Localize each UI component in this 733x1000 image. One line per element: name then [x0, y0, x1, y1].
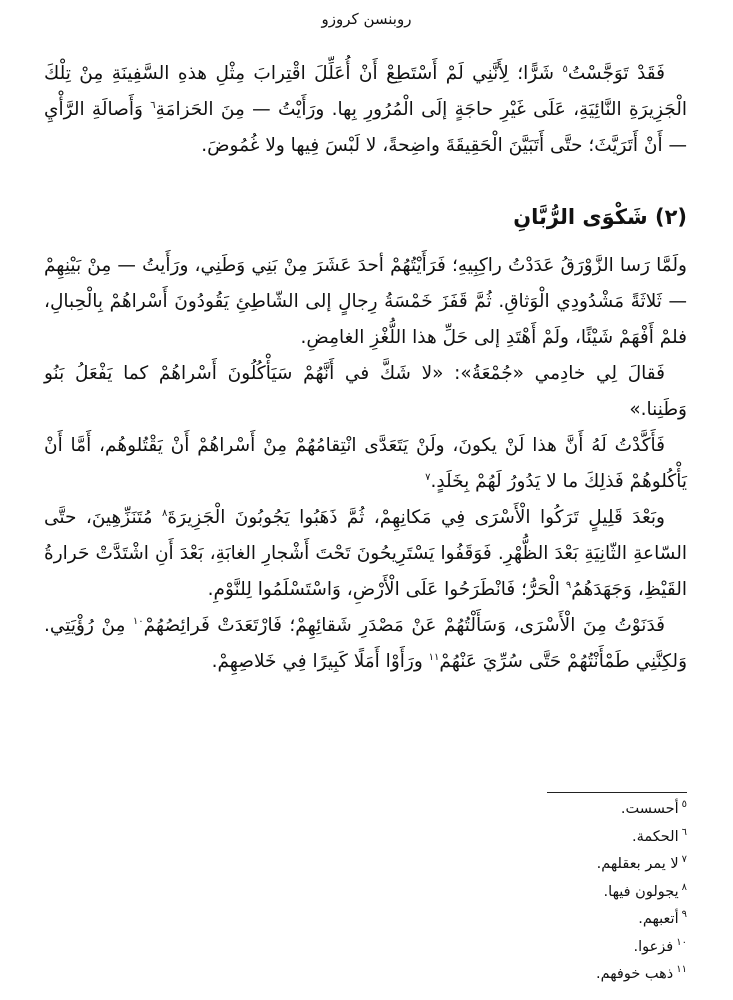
footnote-item — [387, 906, 687, 934]
footnote-ref-9[interactable]: ٩ — [565, 579, 572, 591]
footnote-divider — [547, 792, 687, 793]
footnote-mark: ١١ — [676, 964, 687, 976]
footnote-text: لا يمر بعقلهم. — [596, 856, 679, 872]
footnote-text: فزعوا. — [633, 938, 674, 955]
footnote-ref-8[interactable]: ٨ — [162, 507, 168, 519]
exploring-text-a: وبَعْدَ قَلِيلٍ تَرَكُوا الْأَسْرَى فِي مَكانِهِمْ، ثُمَّ ذَهَبُوا يَجُوبُونَ الْجَزِيرَةَ — [167, 507, 665, 528]
footnote-mark: ٧ — [681, 854, 687, 866]
footnote-text: ذهب خوفهم. — [595, 966, 674, 982]
exploring-text-b: مُتَنَزِّهِينَ، حتَّى السّاعةِ الثّانِيَةِ بَعْدَ الظُّهْرِ. فَوَقَفُوا يَسْتَرِيحُونَ تَحْتَ أَشْجارِ الغابَةِ، بَعْدَ أَنِ اشْتَدَّتْ حَرارةُ القَيْظِ، وَجَهَدَهُمُ — [44, 507, 687, 600]
captives-text-b: مِنْ رُؤْيَتِي. وَلكِنَّنِي طَمْأَنْتُهُمْ حَتَّى سُرِّيَ عَنْهُمْ — [44, 615, 687, 672]
footnote-text: أحسست. — [620, 801, 679, 817]
captives-text-a: فَدَنَوْتُ مِنَ الْأَسْرَى، وَسَأَلْتُهُمْ عَنْ مَصْدَرِ شَقائِهِمْ؛ فَارْتَعَدَتْ فَرائِصُهُمْ — [143, 615, 665, 636]
footnote-item — [387, 851, 687, 879]
paragraph-exploring — [44, 500, 687, 608]
paragraph-friday-speech: فَقالَ لِي خادِمي «جُمْعَةُ»: «لا شَكَّ في أَنَّهُمْ سَيَأْكُلُونَ أَسْراهُمْ كما يَفْعَلُ بَنُو وَطَنِنا.» — [44, 363, 687, 420]
exploring-text-c: الْحَرُّ؛ فَانْطَرَحُوا عَلَى الْأَرْضِ، وَاسْتَسْلَمُوا لِلنَّوْمِ. — [207, 579, 566, 600]
footnote-mark: ٩ — [681, 909, 687, 921]
intro-paragraph — [44, 56, 687, 164]
footnote-ref-11[interactable]: ١١ — [428, 651, 440, 663]
footnote-text: أتعبهم. — [638, 911, 679, 927]
section-body — [44, 248, 687, 680]
footnote-item — [387, 934, 687, 962]
intro-text-b: شَرًّا؛ لِأَنَّنِي لَمْ أَسْتَطِعْ أَنْ أُعَلِّلَ اقْتِرابَ مِثْلِ هذهِ السَّفِينَةِ مِنْ تِلْكَ الْجَزِيرَةِ النَّائِيَةِ، عَلَى غَيْرِ حاجَةٍ إلَى الْمُرُورِ بِها. ورَأَيْتُ — مِنَ الحَزامَةِ — [44, 63, 687, 120]
footnote-text: يجولون فيها. — [603, 883, 679, 900]
footnote-mark: ٥ — [681, 799, 687, 811]
paragraph-assurance-text: فَأَكَّدْتُ لَهُ أَنَّ هذا لَنْ يكونَ، ولَنْ يَتَعَدَّى انْتِقامُهُمْ مِنْ أَسْراهُمْ أَنْ يَقْتُلوهُم، أَمَّا أَنْ يَأْكُلوهُمْ فَذلِكَ ما لا يَدُورُ لَهُمْ بِخَلَدٍ. — [44, 435, 687, 492]
captives-text-c: ورَأَوْا أَمَلًا كَبِيرًا فِي خَلاصِهِمْ. — [211, 651, 429, 672]
footnote-item — [387, 879, 687, 907]
footnote-item — [387, 824, 687, 852]
footnote-ref-6[interactable]: ٦ — [150, 99, 156, 111]
intro-text-c: وَأَصالَةِ الرَّأْيِ — أَنْ أَتَرَيَّثَ؛ حتَّى أَتَبَيَّنَ الْحَقِيقَةَ واضِحةً، لا لَبْسَ فِيها ولا غُمُوضَ. — [44, 99, 687, 156]
footnote-ref-5[interactable]: ٥ — [562, 63, 568, 75]
paragraph-arrival: ولَمَّا رَسا الزَّوْرَقُ عَدَدْتُ راكِبِيهِ؛ فَرَأَيْتُهُمْ أحدَ عَشَرَ مِنْ بَنِي وَطَنِي، ورَأَيتُ — مِنْ بَيْنِهِمْ — ثَلاثَةً مَشْدُودِي الْوَثاقِ. ثُمَّ قَفَزَ خَمْسَةُ رِجالٍ إلى الشّاطِئِ يَقُودُونَ أَسْراهُمْ بِالْحِبالِ، فلمْ أَفْهَمْ شَيْئًا، ولَمْ أَهْتَدِ إلى حَلِّ هذا اللُّغْزِ الغامِضِ. — [44, 255, 687, 348]
footnote-mark: ٨ — [681, 881, 687, 893]
footnote-ref-7[interactable]: ٧ — [425, 471, 431, 483]
footnote-ref-10[interactable]: ١٠ — [132, 615, 144, 627]
footnote-item — [387, 961, 687, 989]
running-header: روبنسن كروزو — [321, 10, 412, 28]
footnote-mark: ٦ — [681, 826, 687, 838]
footnotes-list — [387, 796, 687, 989]
section-heading: (٢) شَكْوَى الرُّبَّانِ — [513, 205, 687, 229]
paragraph-captives — [44, 608, 687, 680]
footnote-text: الحكمة. — [632, 828, 679, 845]
footnote-item — [387, 796, 687, 824]
footnote-mark: ١٠ — [676, 936, 687, 948]
paragraph-assurance — [44, 428, 687, 500]
intro-text-a: فَقَدْ تَوَجَّسْتُ — [567, 63, 665, 84]
